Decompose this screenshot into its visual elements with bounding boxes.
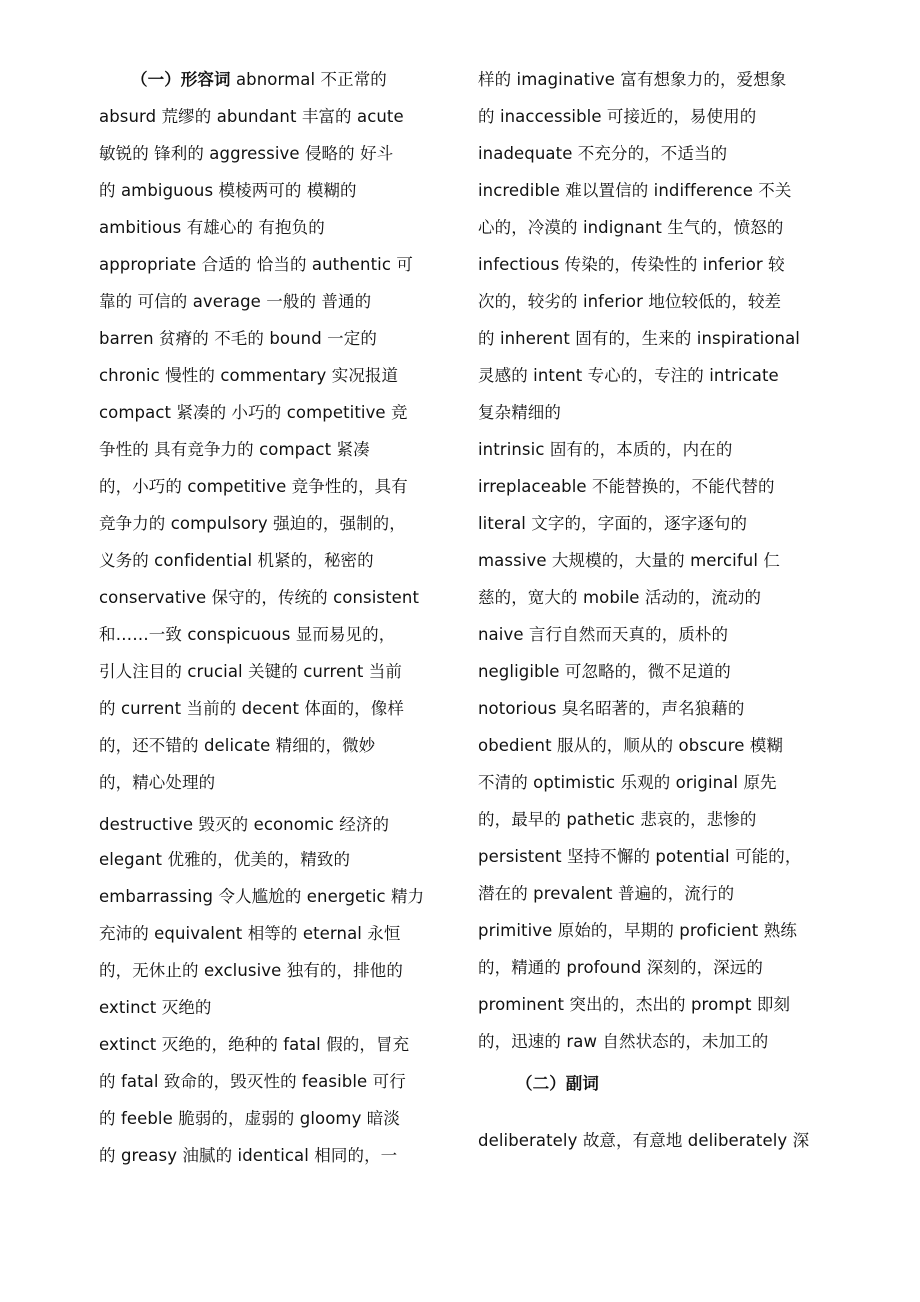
left-line-1: absurd 荒缪的 abundant 丰富的 acute xyxy=(99,107,404,126)
left-line-9: compact 紧凑的 小巧的 competitive 竞 xyxy=(99,403,408,422)
right-line-4: 心的，冷漠的 indignant 生气的，愤怒的 xyxy=(478,218,784,237)
left-line-26: extinct 灭绝的，绝种的 fatal 假的，冒充 xyxy=(99,1035,410,1054)
right-line-23: primitive 原始的，早期的 proficient 熟练 xyxy=(478,921,797,940)
right-line-20: 的，最早的 pathetic 悲哀的，悲惨的 xyxy=(478,810,757,829)
right-line-0: 样的 imaginative 富有想象力的，爱想象 xyxy=(478,70,787,89)
left-line-6: 靠的 可信的 average 一般的 普通的 xyxy=(99,292,372,311)
section-heading-adverbs: （二）副词 xyxy=(516,1074,599,1093)
right-line-19: 不清的 optimistic 乐观的 original 原先 xyxy=(478,773,777,792)
left-line-2: 敏锐的 锋利的 aggressive 侵略的 好斗 xyxy=(99,144,394,163)
left-line-14: conservative 保守的，传统的 consistent xyxy=(99,588,420,607)
left-line-24: 的，无休止的 exclusive 独有的，排他的 xyxy=(99,961,403,980)
left-line-10: 争性的 具有竞争力的 compact 紧凑 xyxy=(99,440,370,459)
right-line-16: negligible 可忽略的，微不足道的 xyxy=(478,662,731,681)
right-line-25: prominent 突出的，杰出的 prompt 即刻 xyxy=(478,995,791,1014)
left-line-18: 的，还不错的 delicate 精细的，微妙 xyxy=(99,736,376,755)
left-line-22: embarrassing 令人尴尬的 energetic 精力 xyxy=(99,887,425,906)
left-line-21: elegant 优雅的，优美的，精致的 xyxy=(99,850,351,869)
left-line-19: 的，精心处理的 xyxy=(99,773,216,792)
left-line-16: 引人注目的 crucial 关键的 current 当前 xyxy=(99,662,402,681)
right-line-24: 的，精通的 profound 深刻的，深远的 xyxy=(478,958,763,977)
right-line-5: infectious 传染的，传染性的 inferior 较 xyxy=(478,255,785,274)
left-line-3: 的 ambiguous 模棱两可的 模糊的 xyxy=(99,181,357,200)
left-line-12: 竞争力的 compulsory 强迫的，强制的， xyxy=(99,514,406,533)
left-line-17: 的 current 当前的 decent 体面的，像样 xyxy=(99,699,404,718)
left-line-11: 的，小巧的 competitive 竞争性的，具有 xyxy=(99,477,408,496)
left-line-23: 充沛的 equivalent 相等的 eternal 永恒 xyxy=(99,924,401,943)
left-line-15: 和……一致 conspicuous 显而易见的， xyxy=(99,625,396,644)
section-heading-adjectives: （一）形容词 xyxy=(131,70,231,89)
left-line-20: destructive 毁灭的 economic 经济的 xyxy=(99,815,390,834)
right-line-13: massive 大规模的，大量的 merciful 仁 xyxy=(478,551,780,570)
left-line-28: 的 feeble 脆弱的，虚弱的 gloomy 暗淡 xyxy=(99,1109,400,1128)
right-line-9: 复杂精细的 xyxy=(478,403,561,422)
left-line-4: ambitious 有雄心的 有抱负的 xyxy=(99,218,325,237)
left-line-27: 的 fatal 致命的，毁灭性的 feasible 可行 xyxy=(99,1072,406,1091)
right-line-2: inadequate 不充分的，不适当的 xyxy=(478,144,728,163)
left-line-25: extinct 灭绝的 xyxy=(99,998,212,1017)
right-line-11: irreplaceable 不能替换的，不能代替的 xyxy=(478,477,775,496)
left-heading-text: abnormal 不正常的 xyxy=(230,70,387,89)
left-line-7: barren 贫瘠的 不毛的 bound 一定的 xyxy=(99,329,377,348)
left-line-13: 义务的 confidential 机紧的，秘密的 xyxy=(99,551,374,570)
right-line-8: 灵感的 intent 专心的，专注的 intricate xyxy=(478,366,779,385)
right-line-21: persistent 坚持不懈的 potential 可能的， xyxy=(478,847,802,866)
right-line-12: literal 文字的，字面的，逐字逐句的 xyxy=(478,514,748,533)
right-line-6: 次的，较劣的 inferior 地位较低的，较差 xyxy=(478,292,782,311)
right-line-7: 的 inherent 固有的，生来的 inspirational xyxy=(478,329,800,348)
left-line-8: chronic 慢性的 commentary 实况报道 xyxy=(99,366,399,385)
left-line-0 xyxy=(131,69,387,91)
left-line-29: 的 greasy 油腻的 identical 相同的，一 xyxy=(99,1146,398,1165)
right-line-3: incredible 难以置信的 indifference 不关 xyxy=(478,181,792,200)
right-line-17: notorious 臭名昭著的，声名狼藉的 xyxy=(478,699,745,718)
right-after-heading-line: deliberately 故意，有意地 deliberately 深 xyxy=(478,1131,810,1150)
right-line-15: naive 言行自然而天真的，质朴的 xyxy=(478,625,729,644)
left-line-5: appropriate 合适的 恰当的 authentic 可 xyxy=(99,255,413,274)
right-line-26: 的，迅速的 raw 自然状态的，未加工的 xyxy=(478,1032,769,1051)
right-line-10: intrinsic 固有的，本质的，内在的 xyxy=(478,440,733,459)
right-line-22: 潜在的 prevalent 普遍的，流行的 xyxy=(478,884,735,903)
right-line-14: 慈的，宽大的 mobile 活动的，流动的 xyxy=(478,588,762,607)
right-line-18: obedient 服从的，顺从的 obscure 模糊 xyxy=(478,736,784,755)
right-line-1: 的 inaccessible 可接近的，易使用的 xyxy=(478,107,757,126)
